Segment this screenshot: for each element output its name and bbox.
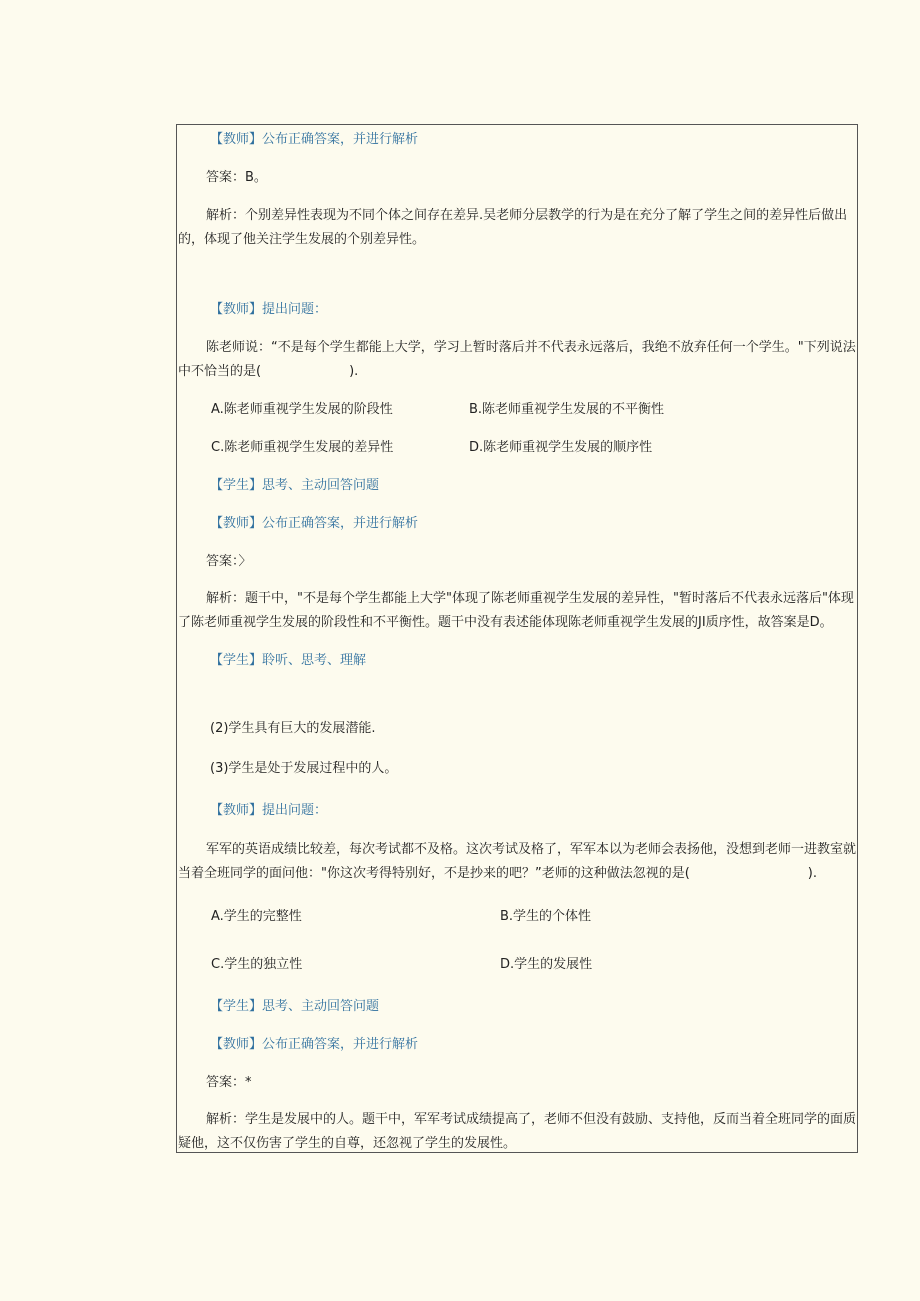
question-stem-end: ).: [807, 866, 818, 881]
option-a: A.陈老师重视学生发展的阶段性: [211, 402, 393, 417]
option-b: B.陈老师重视学生发展的不平衡性: [469, 402, 665, 417]
answer-text: 答案：*: [206, 1075, 252, 1090]
analysis-paragraph: 解析：题干中，"不是每个学生都能上大学"体现了陈老师重视学生发展的差异性，"暂时落后不代表永远落后"体现了陈老师重视学生发展的阶段性和不平衡性。题干中没有表述能体现陈老师重视学生发展的JI质序性，故答案是D。: [178, 591, 854, 630]
point-item: (2)学生具有巨大的发展潜能.: [210, 721, 376, 736]
question-stem: [178, 336, 858, 384]
answer-text: 答案：〉: [206, 554, 252, 569]
question-stem-end: ).: [349, 364, 359, 379]
question-stem-text: 陈老师说：“不是每个学生都能上大学，学习上暂时落后并不代表永远落后，我绝不放弃任何一个学生。"下列说法中不恰当的是(: [178, 340, 856, 379]
student-role-label: 【学生】思考、主动回答问题: [210, 478, 380, 493]
teacher-answer-label: 【教师】公布正确答案，并进行解析: [210, 1037, 419, 1052]
option-d: D.学生的发展性: [500, 957, 593, 972]
question-stem-text: 军军的英语成绩比较差，每次考试都不及格。这次考试及格了，军军本以为老师会表扬他，没想到老师一进教室就当着全班同学的面问他："你这次考得特别好，不是抄来的吧？”老师的这种做法忽视的是(: [178, 842, 857, 881]
option-a: A.学生的完整性: [211, 909, 302, 924]
point-item: (3)学生是处于发展过程中的人。: [210, 761, 398, 776]
student-role-label: 【学生】思考、主动回答问题: [210, 999, 380, 1014]
option-d: D.陈老师重视学生发展的顺序性: [469, 440, 653, 455]
analysis-paragraph: 解析：个别差异性表现为不同个体之间存在差异.吴老师分层教学的行为是在充分了解了学生之间的差异性后做出的，体现了他关注学生发展的个别差异性。: [178, 208, 848, 247]
answer-text: 答案：B。: [206, 170, 267, 185]
option-c: C.学生的独立性: [211, 957, 303, 972]
teacher-question-label: 【教师】提出问题：: [210, 803, 328, 818]
option-b: B.学生的个体性: [500, 909, 592, 924]
question-stem: [178, 838, 858, 886]
analysis-paragraph: 解析：学生是发展中的人。题干中，军军考试成绩提高了，老师不但没有鼓励、支持他，反而当着全班同学的面质疑他，这不仅伤害了学生的自尊，还忽视了学生的发展性。: [178, 1112, 857, 1151]
option-c: C.陈老师重视学生发展的差异性: [211, 440, 394, 455]
teacher-role-label: 【教师】公布正确答案，并进行解析: [210, 132, 419, 147]
teacher-answer-label: 【教师】公布正确答案，并进行解析: [210, 516, 419, 531]
teacher-question-label: 【教师】提出问题：: [210, 302, 328, 317]
student-role-label: 【学生】聆听、思考、理解: [210, 653, 367, 668]
